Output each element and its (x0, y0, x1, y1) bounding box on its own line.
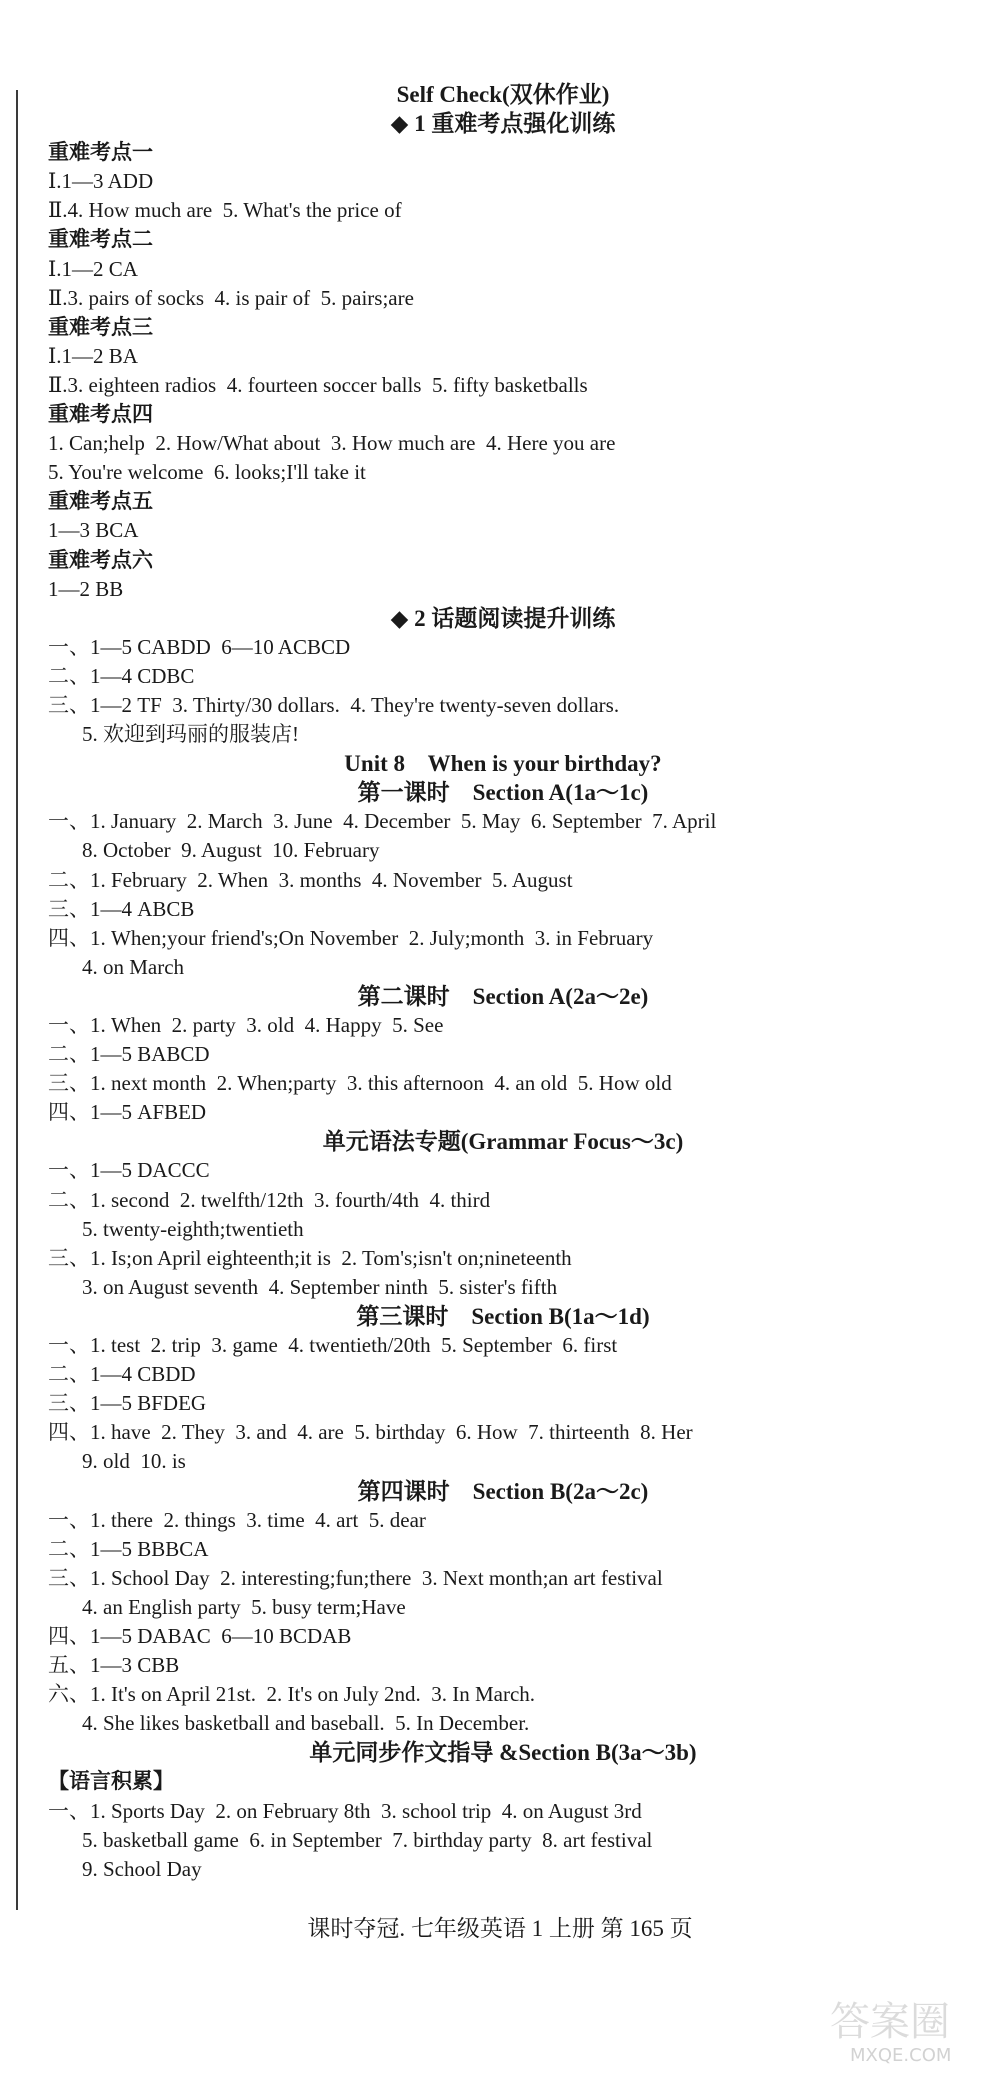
subsection-label: 重难考点四 (48, 402, 153, 427)
subsection-label: 重难考点三 (48, 314, 153, 339)
answer-line: 1—2 BB (48, 576, 124, 601)
answer-line: 二、1—5 BBBCA (48, 1536, 209, 1561)
answer-line: 四、1—5 AFBED (48, 1100, 207, 1125)
answer-line: 三、1—2 TF 3. Thirty/30 dollars. 4. They're twenty-seven dollars. (48, 692, 620, 717)
answer-line: Ⅱ.3. pairs of socks 4. is pair of 5. pairs;are (48, 285, 414, 310)
answer-line: 四、1—5 DABAC 6—10 BCDAB (48, 1623, 352, 1648)
answer-content (48, 80, 958, 1884)
answer-line: 5. 欢迎到玛丽的服装店! (82, 722, 299, 747)
left-margin-rule (16, 90, 18, 1910)
section-heading: 第三课时 Section B(1a～1d) (356, 1303, 650, 1329)
answer-line: 4. on March (82, 954, 185, 979)
answer-line: Ⅱ.4. How much are 5. What's the price of (48, 198, 402, 223)
answer-line: 一、1—5 CABDD 6—10 ACBCD (48, 634, 351, 659)
answer-line: 二、1. February 2. When 3. months 4. November 5. August (48, 867, 573, 892)
answer-line: 三、1. School Day 2. interesting;fun;there 3. Next month;an art festival (48, 1565, 663, 1590)
subsection-label: 重难考点二 (48, 227, 153, 252)
answer-line: 三、1—4 ABCB (48, 896, 195, 921)
answer-line: 一、1. Sports Day 2. on February 8th 3. school trip 4. on August 3rd (48, 1798, 642, 1823)
answer-line: Ⅰ.1—2 CA (48, 256, 138, 281)
answer-line: 三、1—5 BFDEG (48, 1391, 207, 1416)
watermark-logo: 答案圈 (830, 1999, 950, 2045)
answer-line: 5. twenty-eighth;twentieth (82, 1216, 304, 1241)
answer-line: 六、1. It's on April 21st. 2. It's on July 2nd. 3. In March. (48, 1682, 536, 1707)
answer-line: Ⅱ.3. eighteen radios 4. fourteen soccer balls 5. fifty basketballs (48, 372, 588, 397)
section-heading: 第一课时 Section A(1a～1c) (357, 780, 649, 806)
answer-line: 一、1. When 2. party 3. old 4. Happy 5. See (48, 1013, 444, 1037)
answer-line: 9. old 10. is (82, 1449, 186, 1474)
section-heading: 第四课时 Section B(2a～2c) (357, 1478, 649, 1504)
section-heading: 第二课时 Section A(2a～2e) (357, 983, 649, 1009)
answer-line: 三、1. next month 2. When;party 3. this afternoon 4. an old 5. How old (48, 1071, 672, 1096)
subsection-label: 重难考点五 (48, 489, 153, 514)
section-heading: ◆ 2 话题阅读提升训练 (390, 605, 616, 631)
answer-line: 二、1. second 2. twelfth/12th 3. fourth/4th 4. third (48, 1187, 491, 1212)
answer-line: 二、1—4 CDBC (48, 663, 195, 688)
subsection-label: 重难考点一 (48, 140, 153, 165)
answer-line: 3. on August seventh 4. September ninth 5. sister's fifth (82, 1274, 558, 1299)
answer-line: 四、1. have 2. They 3. and 4. are 5. birthday 6. How 7. thirteenth 8. Her (48, 1420, 693, 1445)
answer-line: 一、1. test 2. trip 3. game 4. twentieth/20th 5. September 6. first (48, 1333, 618, 1358)
answer-line: 1. Can;help 2. How/What about 3. How much are 4. Here you are (48, 431, 616, 456)
answer-line: 5. You're welcome 6. looks;I'll take it (48, 460, 366, 485)
section-heading: 单元同步作文指导 &Section B(3a～3b) (309, 1740, 697, 1766)
section-heading: Unit 8 When is your birthday? (344, 751, 662, 777)
section-heading: 单元语法专题(Grammar Focus～3c) (322, 1129, 684, 1155)
answer-line: 9. School Day (82, 1856, 202, 1881)
answer-line: 1—3 BCA (48, 518, 139, 543)
subsection-label: 【语言积累】 (48, 1769, 174, 1794)
page-footer: 课时夺冠. 七年级英语 1 上册 第 165 页 (307, 1916, 693, 1941)
answer-line: 5. basketball game 6. in September 7. birthday party 8. art festival (82, 1827, 653, 1852)
answer-line: 一、1—5 DACCC (48, 1158, 210, 1183)
answer-line: 一、1. there 2. things 3. time 4. art 5. dear (48, 1507, 426, 1532)
answer-line: 四、1. When;your friend's;On November 2. July;month 3. in February (48, 925, 654, 950)
subsection-label: 重难考点六 (48, 547, 153, 572)
section-heading: Self Check(双休作业) (396, 82, 610, 107)
answer-line: Ⅰ.1—2 BA (48, 343, 138, 368)
watermark-url: MXQE.COM (850, 2045, 952, 2066)
answer-line: 4. She likes basketball and baseball. 5. In December. (82, 1711, 530, 1736)
answer-line: 二、1—4 CBDD (48, 1362, 196, 1387)
answer-line: 三、1. Is;on April eighteenth;it is 2. Tom's;isn't on;nineteenth (48, 1245, 572, 1270)
answer-line: 五、1—3 CBB (48, 1653, 180, 1678)
section-heading: ◆ 1 重难考点强化训练 (390, 111, 616, 137)
answer-line: 一、1. January 2. March 3. June 4. December 5. May 6. September 7. April (48, 809, 717, 834)
answer-line: Ⅰ.1—3 ADD (48, 169, 154, 194)
answer-line: 4. an English party 5. busy term;Have (82, 1594, 406, 1619)
answer-line: 二、1—5 BABCD (48, 1042, 210, 1067)
answer-line: 8. October 9. August 10. February (82, 838, 380, 863)
